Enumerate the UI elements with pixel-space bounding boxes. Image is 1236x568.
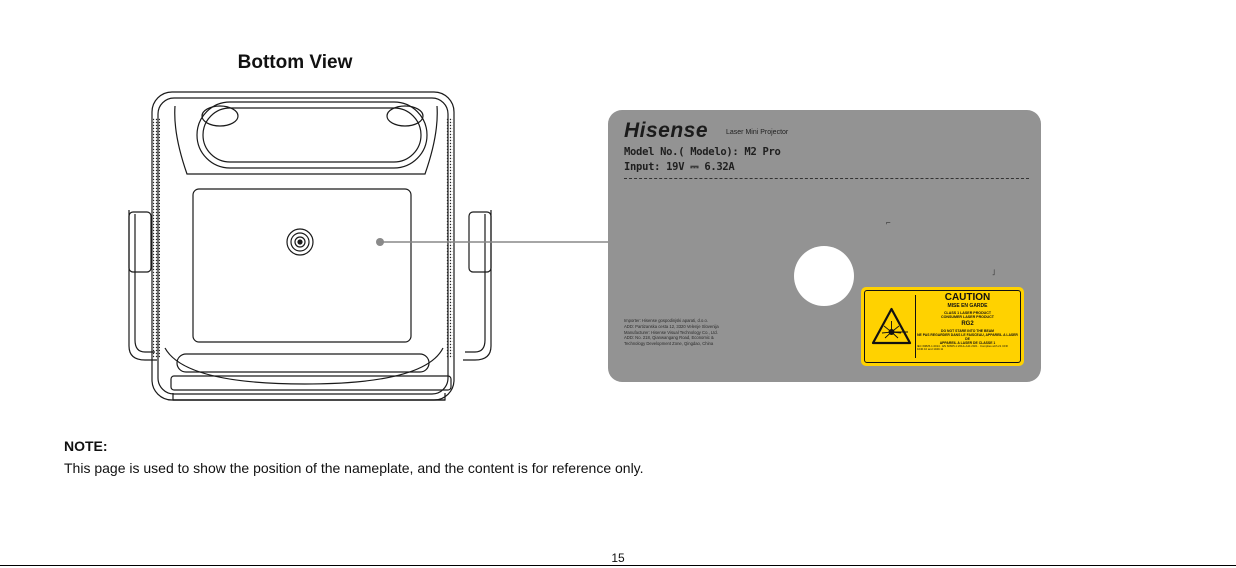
label-cutout-circle	[794, 246, 854, 306]
caution-fine-print: IEC 60825-1:2014 · EN 60825-1:2014+A11:2021 · Complies with 21 CFR 1040.10 and 1040.11	[917, 344, 1008, 352]
corner-mark-bottom: ˩	[992, 268, 996, 277]
dashed-divider	[624, 178, 1029, 179]
model-number: Model No.( Modelo): M2 Pro	[624, 146, 781, 158]
page-number: 15	[611, 551, 625, 565]
caution-label	[861, 287, 1024, 366]
laser-class-lines: CLASS 1 LASER PRODUCT CONSUMER LASER PRODUCT	[941, 311, 994, 320]
laser-warning-icon	[868, 295, 916, 358]
leader-line	[380, 239, 610, 245]
risk-group: RG2	[961, 321, 974, 327]
note-label: NOTE:	[64, 438, 108, 454]
brand-logo: Hisense	[624, 119, 709, 142]
input-rating: Input: 19V ⎓ 6.32A	[624, 161, 735, 173]
product-name: Laser Mini Projector	[726, 129, 789, 136]
corner-mark-top: ⌐	[886, 218, 891, 227]
warning-lines: DO NOT STARE INTO THE BEAM NE PAS REGARDER DANS LE FAISCEAU, APPAREIL A LASER DE APPAREIL A LASER DE CLASSE 1	[917, 329, 1018, 345]
caution-subtitle: MISE EN GARDE	[947, 303, 988, 309]
section-heading: Bottom View	[237, 52, 353, 73]
projector-bottom-drawing	[125, 88, 495, 408]
importer-info: Importer: Hisense gospodinjski aparati, d.o.o. ADD: Partizanska cesta 12, 3320 Velenje Slovenija Manufacturer: Hisense Visual Technology Co., Ltd. ADD: No. 218, Qianwangang Road, Economic & Technology Development Zone, Qingdao, China	[624, 318, 719, 347]
footer-rule	[0, 565, 1236, 566]
nameplate	[608, 110, 1041, 382]
note-text: This page is used to show the position of the nameplate, and the content is for reference only.	[64, 460, 644, 476]
caution-title: CAUTION	[944, 292, 991, 303]
